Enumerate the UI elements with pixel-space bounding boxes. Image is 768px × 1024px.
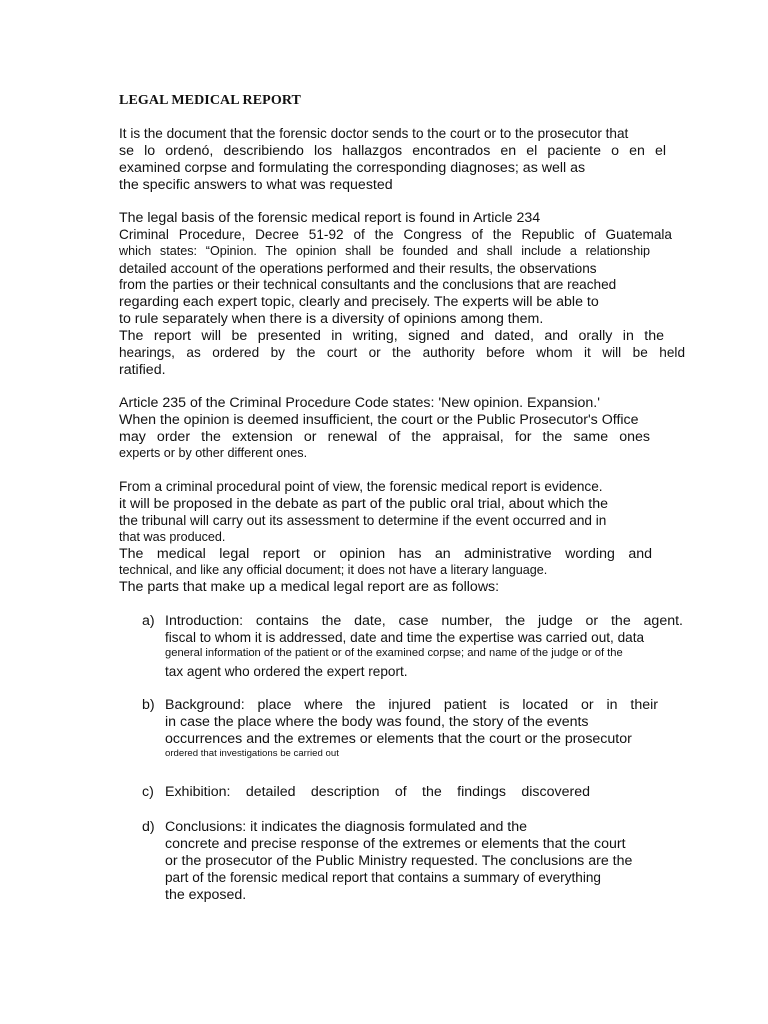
p4-line-7: The parts that make up a medical legal report are as follows: (119, 579, 500, 595)
list-a-line-3: general information of the patient or of the examined corpse; and name of the judge or of the (165, 647, 623, 659)
p4-line-4: that was produced. (119, 530, 226, 544)
list-d-line-5: the exposed. (165, 887, 247, 903)
p2-line-6: regarding each expert topic, clearly and precisely. The experts will be able to (119, 294, 599, 310)
p2-line-5: from the parties or their technical consultants and the conclusions that are reached (119, 277, 617, 292)
p2-line-7: to rule separately when there is a diversity of opinions among them. (119, 311, 544, 327)
p4-line-1: From a criminal procedural point of view, the forensic medical report is evidence. (119, 479, 603, 494)
list-b-line-1: Background: place where the injured patient is located or in their (165, 697, 658, 713)
list-d-line-2: concrete and precise response of the extremes or elements that the court (165, 836, 626, 852)
list-b-line-2: in case the place where the body was found, the story of the events (165, 714, 589, 730)
list-marker-a: a) (142, 613, 155, 629)
list-b-line-3: occurrences and the extremes or elements that the court or the prosecutor (165, 731, 632, 747)
list-marker-b: b) (142, 697, 155, 713)
p3-line-1: Article 235 of the Criminal Procedure Code states: 'New opinion. Expansion.' (119, 395, 600, 411)
p3-line-4: experts or by other different ones. (119, 446, 308, 460)
list-c-line-1: Exhibition: detailed description of the findings discovered (165, 784, 590, 800)
list-d-line-1: Conclusions: it indicates the diagnosis formulated and the (165, 819, 527, 835)
p1-line-2: se lo ordenó, describiendo los hallazgos encontrados en el paciente o en el (119, 143, 666, 159)
list-a-line-2: fiscal to whom it is addressed, date and time the expertise was carried out, data (165, 630, 645, 645)
list-marker-c: c) (142, 784, 154, 800)
p2-line-9: hearings, as ordered by the court or the authority before whom it will be held (119, 345, 685, 360)
list-d-line-3: or the prosecutor of the Public Ministry requested. The conclusions are the (165, 853, 633, 869)
p3-line-3: may order the extension or renewal of the appraisal, for the same ones (119, 429, 650, 445)
p3-line-2: When the opinion is deemed insufficient, the court or the Public Prosecutor's Office (119, 412, 639, 428)
p1-line-1: It is the document that the forensic doctor sends to the court or to the prosecutor that (119, 126, 629, 141)
p4-line-3: the tribunal will carry out its assessment to determine if the event occurred and in (119, 513, 607, 528)
p4-line-5: The medical legal report or opinion has an administrative wording and (119, 546, 652, 562)
p4-line-6: technical, and like any official document; it does not have a literary language. (119, 563, 548, 577)
list-b-line-4: ordered that investigations be carried out (165, 748, 339, 759)
p1-line-3: examined corpse and formulating the corresponding diagnoses; as well as (119, 160, 586, 176)
p2-line-4: detailed account of the operations performed and their results, the observations (119, 261, 597, 276)
list-a-line-4: tax agent who ordered the expert report. (165, 664, 408, 679)
list-a-line-1: Introduction: contains the date, case number, the judge or the agent. (165, 613, 683, 629)
p2-line-1: The legal basis of the forensic medical report is found in Article 234 (119, 210, 541, 226)
report-title: LEGAL MEDICAL REPORT (119, 93, 301, 108)
p2-line-8: The report will be presented in writing, signed and dated, and orally in the (119, 328, 664, 344)
p4-line-2: it will be proposed in the debate as part of the public oral trial, about which the (119, 496, 608, 512)
p2-line-2: Criminal Procedure, Decree 51-92 of the Congress of the Republic of Guatemala (119, 227, 672, 242)
p2-line-3: which states: “Opinion. The opinion shall be founded and shall include a relationship (119, 244, 650, 258)
list-d-line-4: part of the forensic medical report that contains a summary of everything (165, 870, 601, 885)
list-marker-d: d) (142, 819, 155, 835)
p2-line-10: ratified. (119, 362, 166, 378)
p1-line-4: the specific answers to what was requested (119, 177, 393, 193)
